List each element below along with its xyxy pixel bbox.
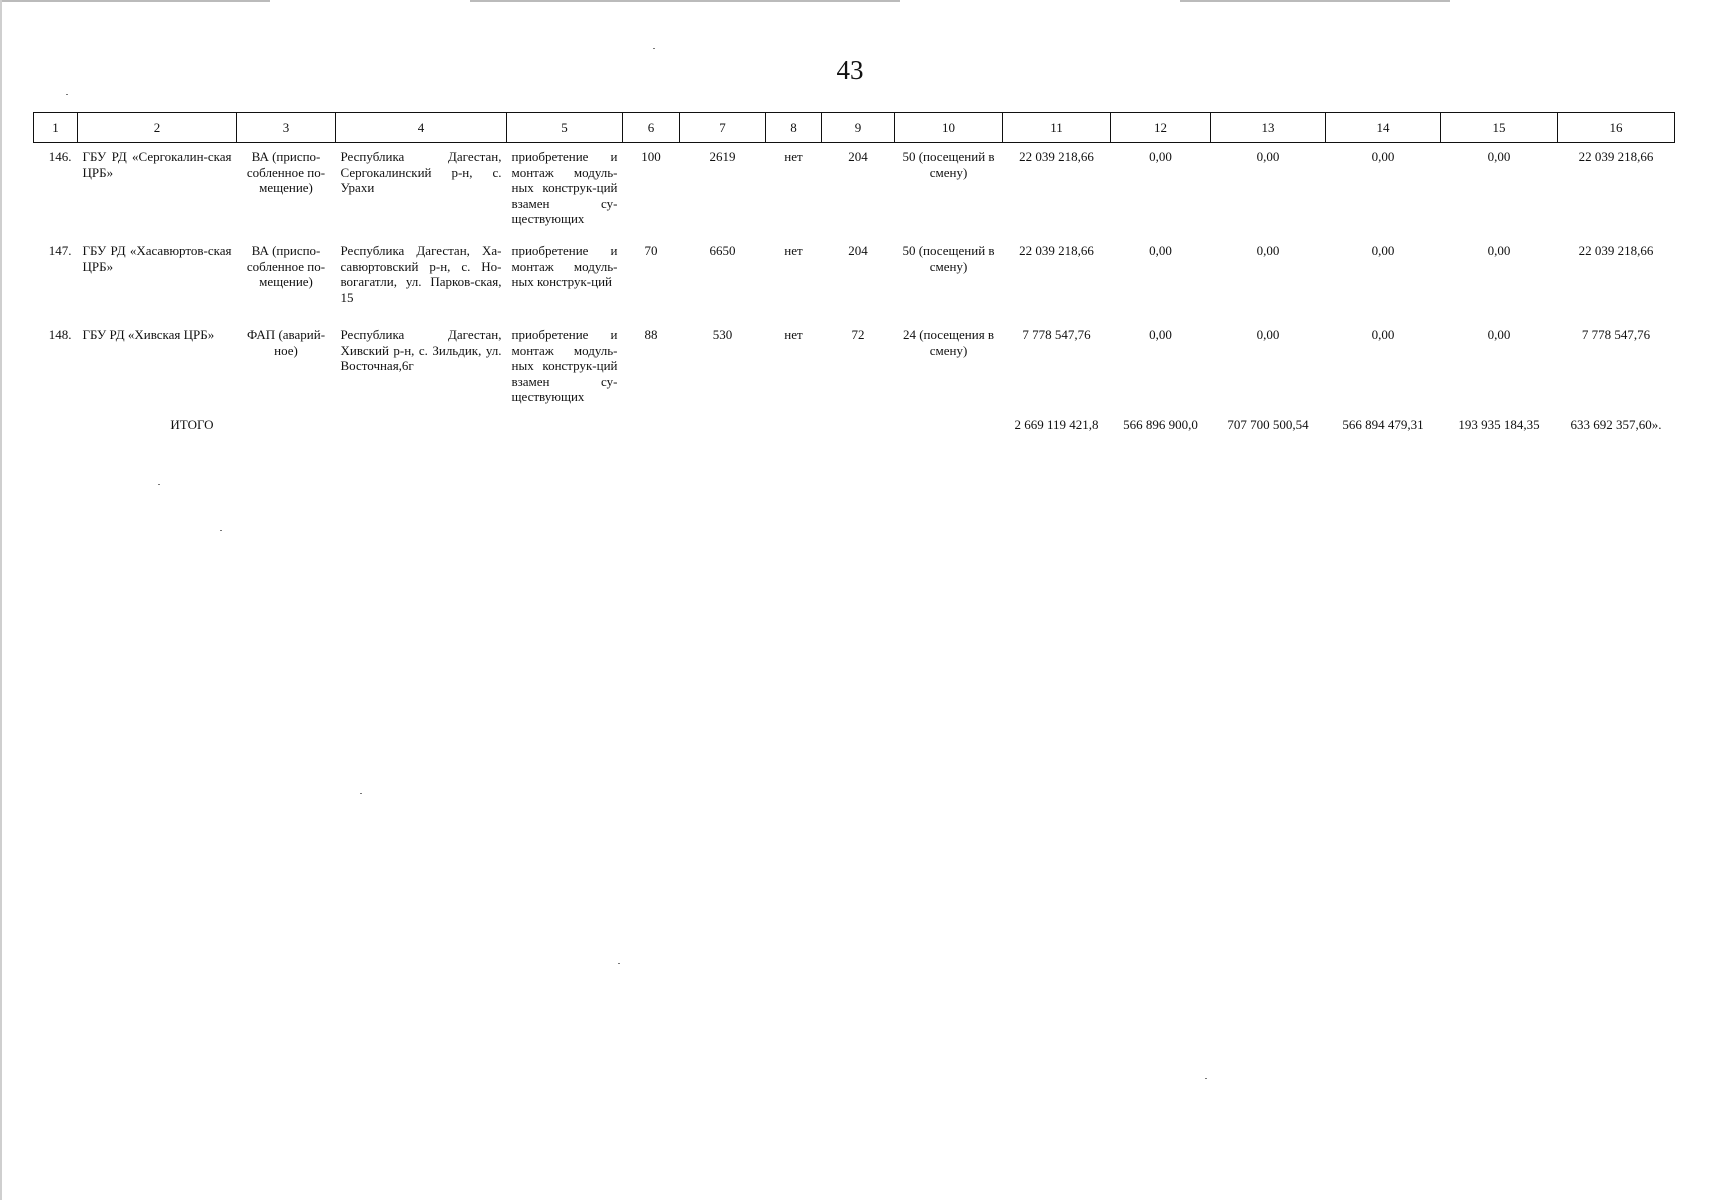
cell-col11: 22 039 218,66 (1019, 149, 1094, 164)
scan-speck (66, 94, 68, 95)
address: Республика Дагестан, Сергокалинский р-н, с. Урахи (340, 149, 502, 195)
table-row (34, 321, 1675, 415)
cell-col6: 70 (644, 243, 658, 258)
cell-col14: 0,00 (1371, 243, 1395, 258)
empty-cell (336, 415, 507, 455)
cell-col16: 22 039 218,66 (1578, 149, 1654, 164)
cell-col10: 50 (посещений в смену) (902, 243, 995, 274)
column-header: 9 (822, 113, 895, 143)
cell-col14: 0,00 (1371, 327, 1395, 342)
column-header: 10 (895, 113, 1003, 143)
column-header: 14 (1326, 113, 1441, 143)
empty-cell (507, 415, 623, 455)
table-row (34, 237, 1675, 321)
column-header: 13 (1211, 113, 1326, 143)
cell-col11: 22 039 218,66 (1019, 243, 1094, 258)
total-row (34, 415, 1675, 455)
column-header: 5 (507, 113, 623, 143)
facility-type: ВА (приспо-собленное по-мещение) (246, 149, 326, 195)
total-col15: 193 935 184,35 (1458, 417, 1540, 432)
cell-col7: 530 (712, 327, 733, 342)
cell-col10: 50 (посещений в смену) (902, 149, 995, 180)
cell-col8: нет (784, 149, 803, 164)
column-header: 15 (1441, 113, 1558, 143)
institution-name: ГБУ РД «Сергокалин-ская ЦРБ» (82, 149, 232, 180)
cell-col12: 0,00 (1149, 327, 1172, 342)
empty-cell (766, 415, 822, 455)
cell-col12: 0,00 (1149, 243, 1172, 258)
cell-col16: 22 039 218,66 (1578, 243, 1654, 258)
scan-speck (158, 484, 160, 485)
address: Республика Дагестан, Хивский р-н, с. Зильдик, ул. Восточная,6г (340, 327, 502, 373)
cell-col9: 72 (851, 327, 865, 342)
total-col12: 566 896 900,0 (1123, 417, 1198, 432)
cell-col15: 0,00 (1487, 327, 1511, 342)
work-description: приобретение и монтаж модуль-ных конструк-ций взамен су-ществующих (511, 327, 618, 404)
cell-col13: 0,00 (1256, 149, 1280, 164)
row-number: 148. (48, 327, 72, 342)
total-col16: 633 692 357,60». (1570, 417, 1662, 432)
scan-speck (618, 963, 620, 964)
data-table (33, 112, 1675, 455)
cell-col6: 88 (644, 327, 658, 342)
cell-col15: 0,00 (1487, 149, 1511, 164)
row-number: 146. (48, 149, 72, 164)
scan-speck (220, 530, 222, 531)
empty-cell (623, 415, 680, 455)
work-description: приобретение и монтаж модуль-ных конструк-ций (511, 243, 618, 289)
scan-edge-top (0, 0, 1713, 2)
total-col14: 566 894 479,31 (1342, 417, 1424, 432)
column-header: 8 (766, 113, 822, 143)
cell-col11: 7 778 547,76 (1022, 327, 1091, 342)
column-header: 7 (680, 113, 766, 143)
cell-col13: 0,00 (1256, 243, 1280, 258)
cell-col14: 0,00 (1371, 149, 1395, 164)
address: Республика Дагестан, Ха-савюртовский р-н, с. Но-вогагатли, ул. Парков-ская, 15 (340, 243, 502, 305)
column-header: 3 (237, 113, 336, 143)
column-header: 1 (34, 113, 78, 143)
empty-cell (895, 415, 1003, 455)
scan-edge-left (0, 0, 2, 1200)
total-label: ИТОГО (170, 417, 214, 432)
column-header: 11 (1003, 113, 1111, 143)
column-header: 12 (1111, 113, 1211, 143)
cell-col7: 2619 (709, 149, 736, 164)
page-number: 43 (836, 55, 864, 85)
cell-col8: нет (784, 243, 803, 258)
cell-col12: 0,00 (1149, 149, 1172, 164)
scan-speck (1205, 1078, 1207, 1079)
column-header: 16 (1558, 113, 1675, 143)
empty-cell (680, 415, 766, 455)
table-row (34, 143, 1675, 238)
column-header: 2 (78, 113, 237, 143)
empty-cell (822, 415, 895, 455)
work-description: приобретение и монтаж модуль-ных конструк-ций взамен су-ществующих (511, 149, 618, 226)
column-header: 4 (336, 113, 507, 143)
total-col11: 2 669 119 421,8 (1014, 417, 1099, 432)
row-number: 147. (48, 243, 72, 258)
header-row (34, 113, 1675, 143)
cell-col6: 100 (641, 149, 661, 164)
total-col13: 707 700 500,54 (1227, 417, 1309, 432)
cell-col10: 24 (посещения в смену) (902, 327, 995, 358)
column-header: 6 (623, 113, 680, 143)
cell-col13: 0,00 (1256, 327, 1280, 342)
cell-col16: 7 778 547,76 (1581, 327, 1651, 342)
cell-col15: 0,00 (1487, 243, 1511, 258)
facility-type: ФАП (аварий-ное) (246, 327, 326, 358)
institution-name: ГБУ РД «Хивская ЦРБ» (82, 327, 215, 342)
scan-speck (360, 793, 362, 794)
facility-type: ВА (приспо-собленное по-мещение) (246, 243, 326, 289)
cell-col8: нет (784, 327, 803, 342)
cell-col9: 204 (848, 243, 868, 258)
institution-name: ГБУ РД «Хасавюртов-ская ЦРБ» (82, 243, 232, 274)
scan-speck (653, 48, 655, 49)
cell-col7: 6650 (709, 243, 736, 258)
cell-col9: 204 (848, 149, 868, 164)
